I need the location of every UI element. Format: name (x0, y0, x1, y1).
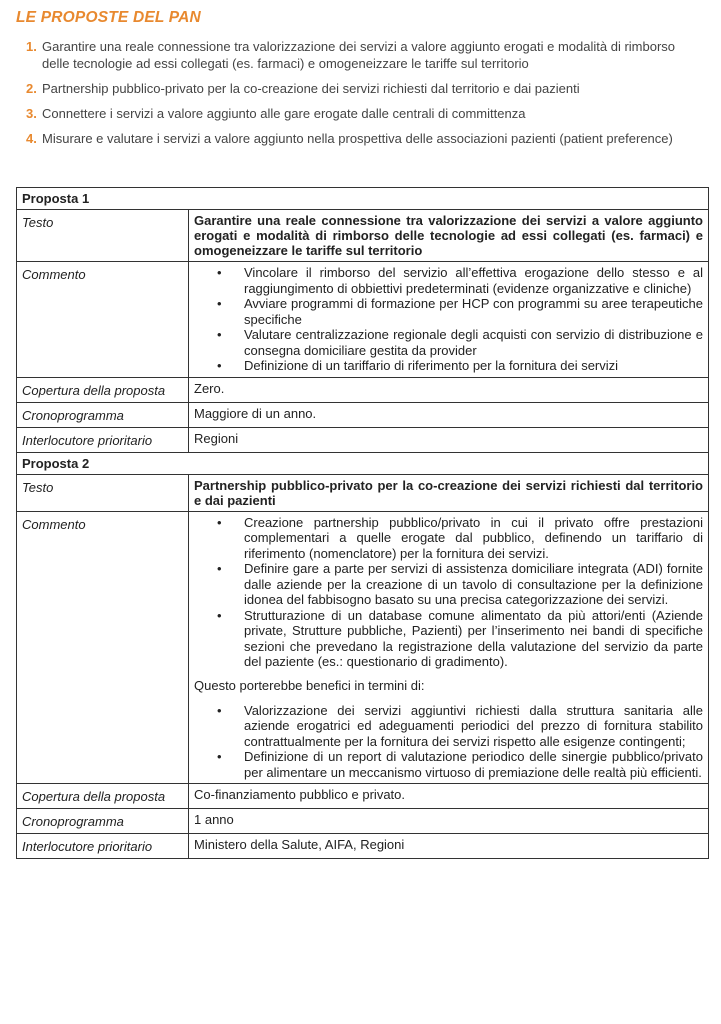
label-commento: Commento (17, 511, 189, 784)
list-number: 2. (26, 81, 37, 96)
list-number: 4. (26, 131, 37, 146)
bullet-item: • Avviare programmi di formazione per HCP con programmi su aree terapeutiche specifiche (194, 296, 703, 327)
table-row (17, 188, 709, 210)
list-item (26, 130, 706, 147)
list-text: Connettere i servizi a valore aggiunto alle gare erogate dalle centrali di committenza (42, 106, 526, 121)
proposal-1-copertura: Zero. (189, 377, 709, 402)
list-number: 3. (26, 106, 37, 121)
list-item (26, 38, 706, 72)
table-row (17, 834, 709, 859)
bullet-item: • Creazione partnership pubblico/privato in cui il privato offre prestazioni complementari a quelle erogate dal pubblico, definendo un tariffario di riferimento (nomenclatore) per la fornitura dei servizi. (194, 515, 703, 562)
label-interlocutore: Interlocutore prioritario (17, 427, 189, 452)
table-row (17, 402, 709, 427)
label-testo: Testo (17, 474, 189, 511)
proposal-1-heading: Proposta 1 (17, 188, 709, 210)
list-text: Misurare e valutare i servizi a valore aggiunto nella prospettiva delle associazioni pazienti (patient preference) (42, 131, 673, 146)
proposal-2-commento (189, 511, 709, 784)
list-item (26, 105, 706, 122)
proposals-table (16, 187, 709, 859)
benefits-intro: Questo porterebbe benefici in termini di: (194, 677, 425, 693)
label-copertura: Copertura della proposta (17, 377, 189, 402)
bullet-item: • Strutturazione di un database comune alimentato da più attori/enti (Aziende private, Strutture pubbliche, Pazienti) per l’inserimento nei bandi di specifiche sezioni che prevedano la registrazione della valutazione del servizio da parte del paziente (es.: questionario di gradimento). (194, 608, 703, 670)
proposal-2-cronoprogramma: 1 anno (189, 809, 709, 834)
table-row (17, 377, 709, 402)
table-row (17, 262, 709, 378)
bullet-item: • Valutare centralizzazione regionale degli acquisti con servizio di distribuzione e consegna domiciliare gestita da provider (194, 327, 703, 358)
bullet-item: • Valorizzazione dei servizi aggiuntivi richiesti dalla struttura sanitaria alle aziende erogatrici ed adeguamenti periodici del prezzo di fornitura stabilito contrattualmente per la fornitura dei servizi rispetto alle esigenze contingenti; (194, 703, 703, 750)
bullet-item: • Definire gare a parte per servizi di assistenza domiciliare integrata (ADI) fornite dalle aziende per la creazione di un tavolo di consultazione per la definizione idonea del fabbisogno basato su una precisa categorizzazione dei servizi. (194, 561, 703, 608)
list-text: Garantire una reale connessione tra valorizzazione dei servizi a valore aggiunto erogati e modalità di rimborso delle tecnologie ad essi collegati (es. farmaci) e omogeneizzare le tariffe sul territorio (42, 39, 676, 71)
table-row (17, 809, 709, 834)
proposal-2-interlocutore: Ministero della Salute, AIFA, Regioni (189, 834, 709, 859)
table-row (17, 210, 709, 262)
table-row (17, 784, 709, 809)
label-copertura: Copertura della proposta (17, 784, 189, 809)
page-title: LE PROPOSTE DEL PAN (16, 9, 201, 26)
label-testo: Testo (17, 210, 189, 262)
label-cronoprogramma: Cronoprogramma (17, 809, 189, 834)
label-commento: Commento (17, 262, 189, 378)
list-item (26, 80, 706, 97)
proposal-2-copertura: Co-finanziamento pubblico e privato. (189, 784, 709, 809)
proposal-1-cronoprogramma: Maggiore di un anno. (189, 402, 709, 427)
label-cronoprogramma: Cronoprogramma (17, 402, 189, 427)
table-row (17, 511, 709, 784)
proposals-list (26, 38, 706, 155)
proposal-1-testo: Garantire una reale connessione tra valorizzazione dei servizi a valore aggiunto erogati e modalità di rimborso delle tecnologie ad essi collegati (es. farmaci) e omogeneizzare le tariffe sul territorio (189, 210, 709, 262)
proposal-1-interlocutore: Regioni (189, 427, 709, 452)
table-row (17, 452, 709, 474)
proposal-2-testo: Partnership pubblico-privato per la co-creazione dei servizi richiesti dal territorio e dai pazienti (189, 474, 709, 511)
bullet-item: • Vincolare il rimborso del servizio all’effettiva erogazione dello stesso e al raggiungimento di obbiettivi predeterminati (evidenze organizzative e cliniche) (194, 265, 703, 296)
list-text: Partnership pubblico-privato per la co-creazione dei servizi richiesti dal territorio e dai pazienti (42, 81, 580, 96)
table-row (17, 474, 709, 511)
bullet-item: • Definizione di un tariffario di riferimento per la fornitura dei servizi (194, 358, 703, 374)
bullet-item: • Definizione di un report di valutazione periodico delle sinergie pubblico/privato per alimentare un meccanismo virtuoso di premiazione delle realtà più efficienti. (194, 749, 703, 780)
label-interlocutore: Interlocutore prioritario (17, 834, 189, 859)
proposal-1-commento (189, 262, 709, 378)
list-number: 1. (26, 39, 37, 54)
proposal-2-heading: Proposta 2 (17, 452, 709, 474)
table-row (17, 427, 709, 452)
